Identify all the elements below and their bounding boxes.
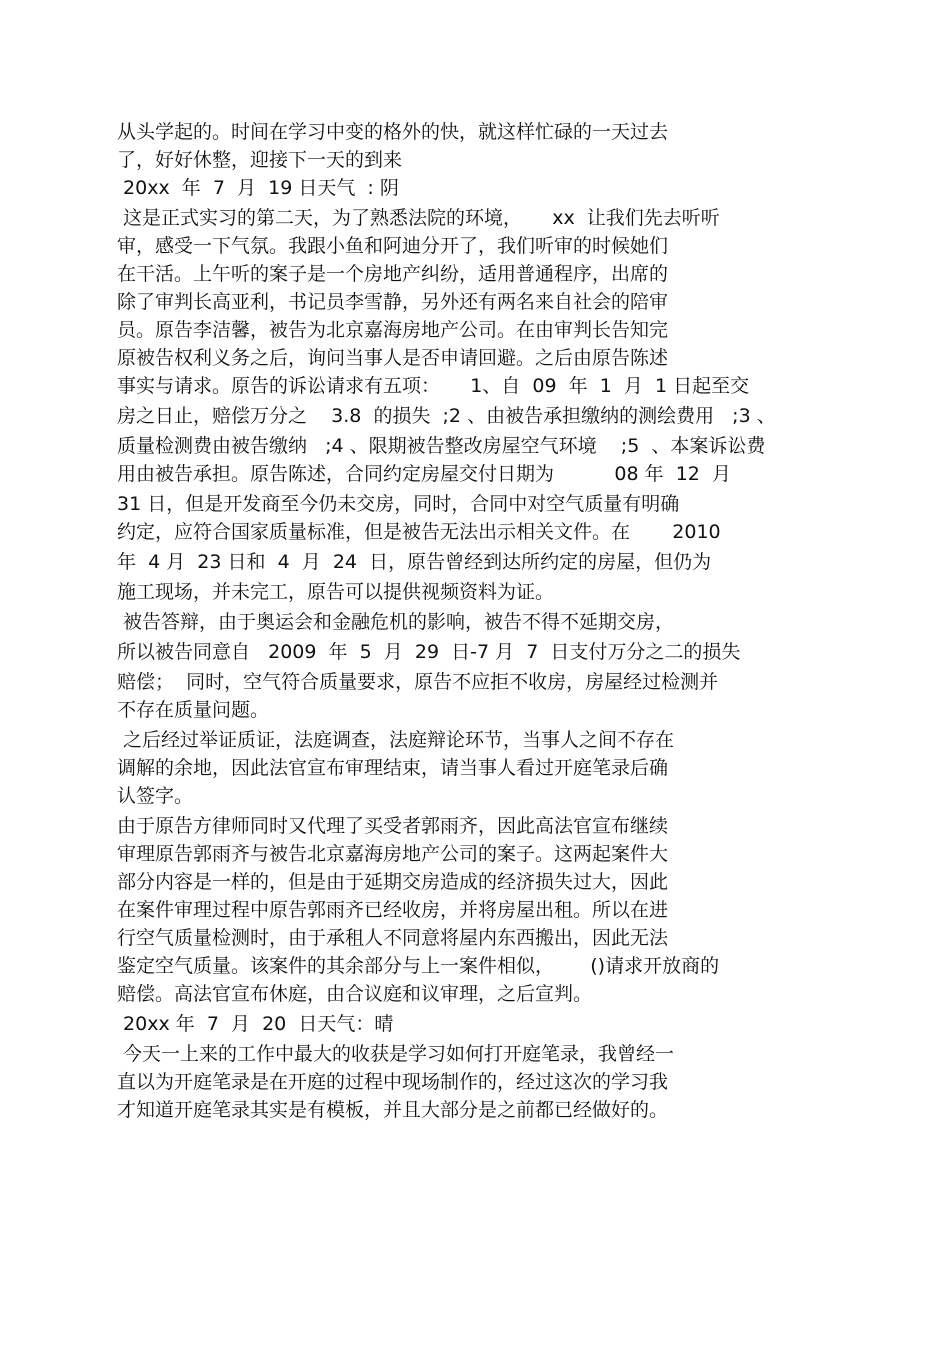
text-line: 员。原告李洁馨，被告为北京嘉海房地产公司。在由审判长告知完: [117, 319, 669, 341]
text-line: 审理原告郭雨齐与被告北京嘉海房地产公司的案子。这两起案件大: [117, 843, 669, 865]
text-line: 所以被告同意自 2009 年 5 月 29 日-7 月 7 日支付万分之二的损失: [117, 641, 741, 663]
text-line: 这是正式实习的第二天，为了熟悉法院的环境， xx 让我们先去听听: [117, 207, 720, 229]
text-line: 赔偿。高法官宣布休庭，由合议庭和议审理，之后宣判。: [117, 983, 593, 1005]
text-line: 在案件审理过程中原告郭雨齐已经收房，并将房屋出租。所以在进: [117, 899, 669, 921]
text-line: 认签字。: [117, 785, 194, 807]
text-line: 31 日，但是开发商至今仍未交房，同时，合同中对空气质量有明确: [117, 493, 680, 515]
text-line: 鉴定空气质量。该案件的其余部分与上一案件相似， ()请求开放商的: [117, 955, 720, 977]
text-line: 约定，应符合国家质量标准，但是被告无法出示相关文件。在 2010: [117, 521, 721, 543]
text-line: 事实与请求。原告的诉讼请求有五项： 1、自 09 年 1 月 1 日起至交: [117, 375, 750, 397]
text-line: 原被告权利义务之后，询问当事人是否申请回避。之后由原告陈述: [117, 347, 669, 369]
text-line: 调解的余地，因此法官宣布审理结束，请当事人看过开庭笔录后确: [117, 757, 669, 779]
date-weather-line: 20xx 年 7 月 19 日天气 : 阴: [117, 177, 399, 199]
text-line: 今天一上来的工作中最大的收获是学习如何打开庭笔录，我曾经一: [117, 1043, 675, 1065]
text-line: 被告答辩，由于奥运会和金融危机的影响，被告不得不延期交房，: [117, 611, 675, 633]
text-line: 除了审判长高亚利，书记员李雪静，另外还有两名来自社会的陪审: [117, 291, 669, 313]
text-line: 房之日止，赔偿万分之 3.8 的损失 ;2 、由被告承担缴纳的测绘费用 ;3 、: [117, 405, 776, 427]
text-line: 用由被告承担。原告陈述，合同约定房屋交付日期为 08 年 12 月: [117, 463, 731, 485]
text-line: 之后经过举证质证，法庭调查，法庭辩论环节，当事人之间不存在: [117, 729, 675, 751]
text-line: 施工现场，并未完工，原告可以提供视频资料为证。: [117, 581, 555, 603]
text-line: 行空气质量检测时，由于承租人不同意将屋内东西搬出，因此无法: [117, 927, 669, 949]
text-line: 年 4 月 23 日和 4 月 24 日，原告曾经到达所约定的房屋，但仍为: [117, 551, 712, 573]
text-line: 由于原告方律师同时又代理了买受者郭雨齐，因此高法官宣布继续: [117, 815, 669, 837]
text-line: 才知道开庭笔录其实是有模板，并且大部分是之前都已经做好的。: [117, 1099, 669, 1121]
text-line: 审，感受一下气氛。我跟小鱼和阿迪分开了，我们听审的时候她们: [117, 235, 669, 257]
text-line: 从头学起的。时间在学习中变的格外的快，就这样忙碌的一天过去: [117, 121, 669, 143]
text-line: 赔偿； 同时，空气符合质量要求，原告不应拒不收房，房屋经过检测并: [117, 671, 719, 693]
text-line: 在干活。上午听的案子是一个房地产纠纷，适用普通程序，出席的: [117, 263, 669, 285]
text-line: 质量检测费由被告缴纳 ;4 、限期被告整改房屋空气环境 ;5 、本案诉讼费: [117, 435, 766, 457]
text-line: 不存在质量问题。: [117, 699, 270, 721]
text-line: 直以为开庭笔录是在开庭的过程中现场制作的，经过这次的学习我: [117, 1071, 669, 1093]
text-line: 部分内容是一样的，但是由于延期交房造成的经济损失过大，因此: [117, 871, 669, 893]
text-line: 了，好好休整，迎接下一天的到来: [117, 149, 403, 171]
date-weather-line: 20xx 年 7 月 20 日天气：晴: [117, 1013, 394, 1035]
